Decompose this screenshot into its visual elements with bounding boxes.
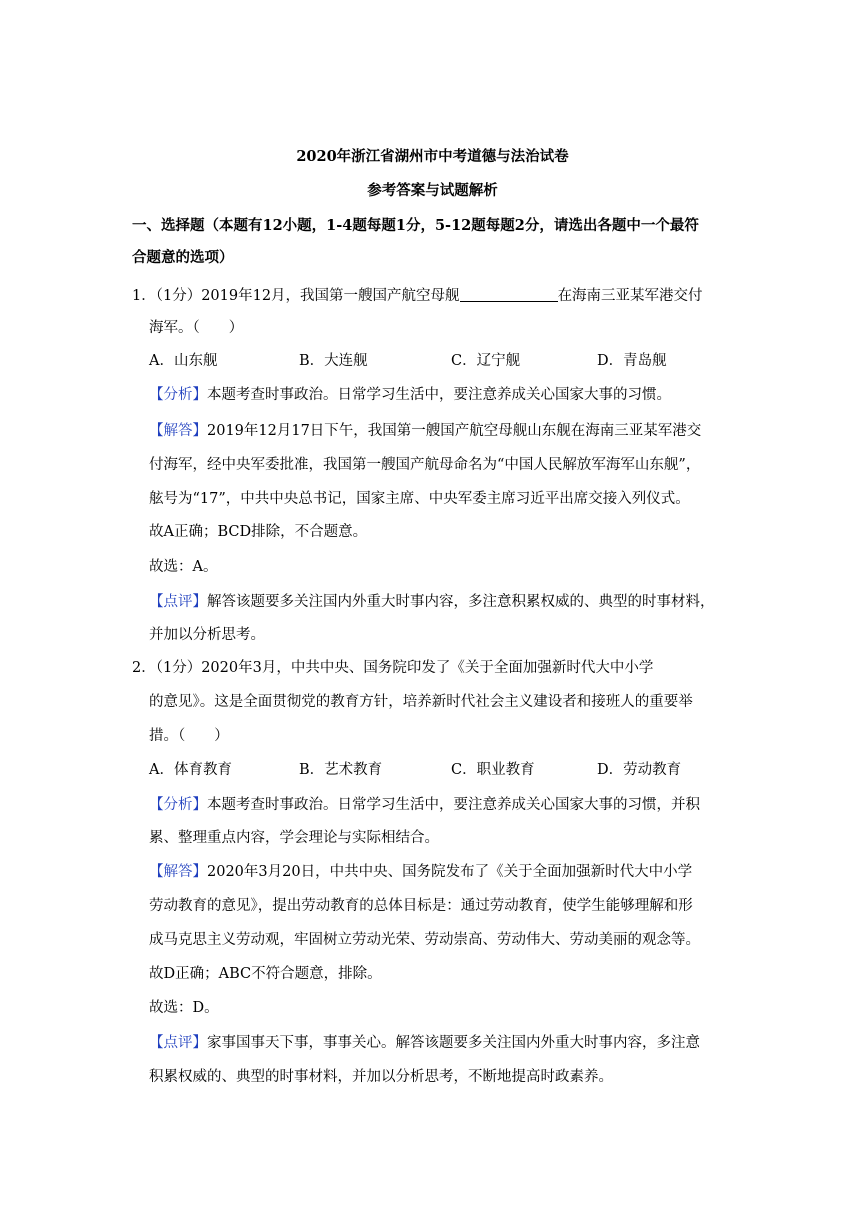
q1-option-d: D．青岛舰 xyxy=(597,353,667,369)
q2-option-b: B．艺术教育 xyxy=(299,762,383,778)
q2-option-a: A．体育教育 xyxy=(149,762,232,778)
section-heading-line1: 一、选择题（本题有12小题，1-4题每题1分，5-12题每题2分，请选出各题中一个最符 xyxy=(132,217,699,234)
analysis-label: 【分析】 xyxy=(149,387,207,403)
q1-stem-line1 xyxy=(132,286,703,306)
page-subtitle: 参考答案与试题解析 xyxy=(367,182,498,199)
answer-label: 【解答】 xyxy=(149,864,207,880)
q2-comment-line2: 积累权威的、典型的时事材料，并加以分析思考，不断地提高时政素养。 xyxy=(149,1069,613,1085)
answer-label: 【解答】 xyxy=(149,423,207,439)
q1-answer-line4: 故A正确；BCD排除，不合题意。 xyxy=(149,524,368,540)
q1-stem-text: 1．（1分）2019年12月，我国第一艘国产航空母舰 xyxy=(132,288,460,304)
analysis-label: 【分析】 xyxy=(149,797,207,813)
q1-answer-text: 2019年12月17日下午，我国第一艘国产航空母舰山东舰在海南三亚某军港交 xyxy=(207,423,702,439)
q2-stem-line1: 2．（1分）2020年3月，中共中央、国务院印发了《关于全面加强新时代大中小学 xyxy=(132,660,654,676)
q1-choice: 故选：A。 xyxy=(149,559,218,575)
q2-option-d: D．劳动教育 xyxy=(597,762,682,778)
q2-comment-line1 xyxy=(149,1033,700,1053)
q2-answer-line1 xyxy=(149,862,692,882)
q2-answer-line3: 成马克思主义劳动观，牢固树立劳动光荣、劳动崇高、劳动伟大、劳动美丽的观念等。 xyxy=(149,932,700,948)
page-title: 2020年浙江省湖州市中考道德与法治试卷 xyxy=(296,148,569,165)
q2-answer-line4: 故D正确；ABC不符合题意，排除。 xyxy=(149,966,382,982)
comment-label: 【点评】 xyxy=(149,594,207,610)
q1-answer-line2: 付海军，经中央军委批准，我国第一艘国产航母命名为“中国人民解放军海军山东舰”， xyxy=(149,457,701,473)
q1-answer-line3: 舷号为“17”，中共中央总书记，国家主席、中央军委主席习近平出席交接入列仪式。 xyxy=(149,491,690,507)
q1-comment-line2: 并加以分析思考。 xyxy=(149,627,265,643)
q1-analysis-text: 本题考查时事政治。日常学习生活中，要注意养成关心国家大事的习惯。 xyxy=(207,387,671,403)
q2-analysis-line2: 累、整理重点内容，学会理论与实际相结合。 xyxy=(149,830,439,846)
comment-label: 【点评】 xyxy=(149,1035,207,1051)
q1-comment-line1 xyxy=(149,592,715,612)
q2-choice: 故选：D。 xyxy=(149,1000,219,1016)
q2-answer-line2: 劳动教育的意见》，提出劳动教育的总体目标是：通过劳动教育，使学生能够理解和形 xyxy=(149,898,693,914)
q1-comment-text: 解答该题要多关注国内外重大时事内容，多注意积累权威的、典型的时事材料， xyxy=(207,594,715,610)
q2-stem-line3: 措。（ ） xyxy=(149,728,229,744)
q1-stem-text-after: 在海南三亚某军港交付 xyxy=(557,288,703,304)
q1-option-c: C．辽宁舰 xyxy=(451,353,521,369)
section-heading-line2: 合题意的选项） xyxy=(132,249,234,266)
q2-option-c: C．职业教育 xyxy=(451,762,535,778)
q2-analysis-line1 xyxy=(149,795,700,815)
q1-option-b: B．大连舰 xyxy=(299,353,368,369)
q1-option-a: A．山东舰 xyxy=(149,353,218,369)
q2-analysis-text: 本题考查时事政治。日常学习生活中，要注意养成关心国家大事的习惯，并积 xyxy=(207,797,700,813)
q2-comment-text: 家事国事天下事，事事关心。解答该题要多关注国内外重大时事内容，多注意 xyxy=(207,1035,700,1051)
q1-analysis xyxy=(149,385,671,405)
q2-answer-text: 2020年3月20日，中共中央、国务院发布了《关于全面加强新时代大中小学 xyxy=(207,864,693,880)
q1-answer-line1 xyxy=(149,421,701,441)
q1-answer-blank xyxy=(460,286,558,302)
q1-stem-line2: 海军。（ ） xyxy=(149,320,244,336)
q2-stem-line2: 的意见》。这是全面贯彻党的教育方针，培养新时代社会主义建设者和接班人的重要举 xyxy=(149,694,693,710)
